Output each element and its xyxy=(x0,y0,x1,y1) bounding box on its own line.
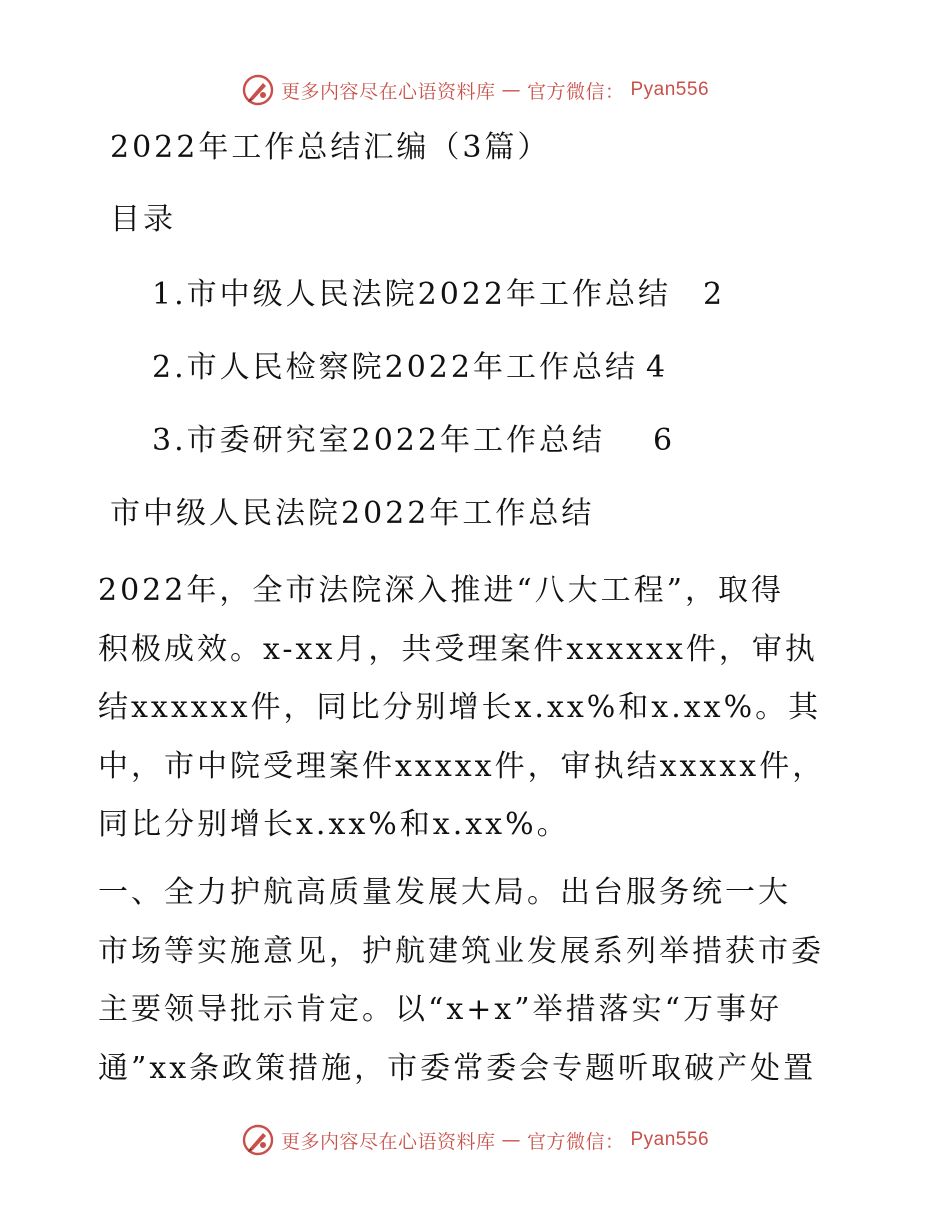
paragraph-line: 中，市中院受理案件xxxxx件，审执结xxxxx件， xyxy=(98,748,826,784)
toc-item-number: 1. xyxy=(152,277,187,312)
toc-item-title: 市人民检察院2022年工作总结 xyxy=(186,350,638,385)
watermark-label: 官方微信： xyxy=(526,80,625,103)
body-paragraph xyxy=(98,562,858,855)
paragraph-line: 主要领导批示肯定。以“x+x”举措落实“万事好 xyxy=(98,992,782,1027)
section-title: 市中级人民法院2022年工作总结 xyxy=(110,496,595,531)
watermark-text: 更多内容尽在心语资料库 xyxy=(280,1130,496,1153)
watermark-text: 更多内容尽在心语资料库 xyxy=(280,80,496,103)
document-title: 2022年工作总结汇编（3篇） xyxy=(110,130,551,165)
paragraph-line: 市场等实施意见，护航建筑业发展系列举措获市委 xyxy=(98,933,824,969)
paragraph-line: 积极成效。x-xx月，共受理案件xxxxxx件，审执 xyxy=(98,631,818,667)
watermark-id: Pyan556 xyxy=(630,79,710,100)
toc-item xyxy=(152,275,725,315)
toc-item-page: 2 xyxy=(702,277,726,312)
watermark-dash: — xyxy=(501,79,521,101)
paragraph-line: 一、全力护航高质量发展大局。出台服务统一大 xyxy=(98,875,791,910)
toc-heading: 目录 xyxy=(110,202,176,237)
toc-item-number: 2. xyxy=(152,350,187,385)
watermark-id: Pyan556 xyxy=(630,1129,710,1150)
toc-item-page: 4 xyxy=(645,350,669,385)
body-paragraph xyxy=(98,864,858,1098)
toc-item-page: 6 xyxy=(652,423,676,458)
paragraph-line: 同比分别增长x.xx%和x.xx%。 xyxy=(98,807,570,842)
toc-item xyxy=(152,348,668,388)
watermark-footer xyxy=(0,1120,950,1160)
paragraph-line: 通”xx条政策措施，市委常委会专题听取破产处置 xyxy=(98,1050,817,1086)
watermark-dash: — xyxy=(501,1129,521,1151)
pen-logo-icon xyxy=(241,1123,275,1157)
pen-logo-icon xyxy=(241,73,275,107)
toc-item-title: 市委研究室2022年工作总结 xyxy=(186,423,605,458)
toc-item-number: 3. xyxy=(152,423,187,458)
watermark-header xyxy=(0,70,950,110)
watermark-label: 官方微信： xyxy=(526,1130,625,1153)
paragraph-line: 2022年，全市法院深入推进“八大工程”，取得 xyxy=(98,573,785,608)
toc-item xyxy=(152,421,675,461)
toc-item-title: 市中级人民法院2022年工作总结 xyxy=(186,277,671,312)
paragraph-line: 结xxxxxx件，同比分别增长x.xx%和x.xx%。其 xyxy=(98,690,822,725)
